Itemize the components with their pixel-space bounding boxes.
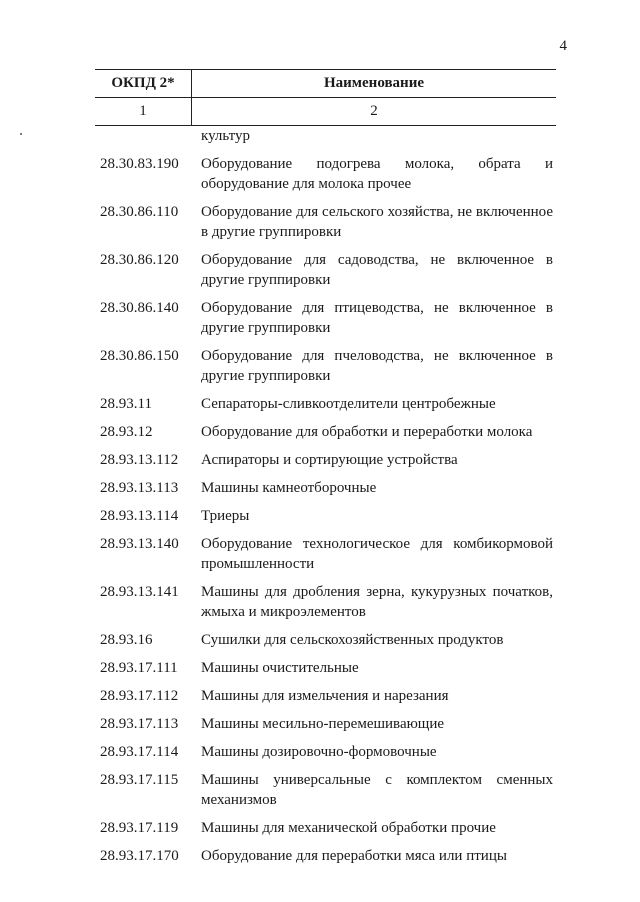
table-row [100,202,553,242]
row-name: Машины очистительные [201,660,359,676]
row-name: культур [201,128,251,144]
row-name: Оборудование для переработки мяса или птицы [201,848,507,864]
row-name: Машины месильно-перемешивающие [201,716,445,732]
row-code: 28.93.12 [100,424,153,440]
scan-dot [20,133,22,135]
row-code: 28.30.83.190 [100,156,179,172]
table-row [100,298,553,338]
table-row [100,714,553,734]
row-code: 28.93.17.115 [100,772,179,788]
table-row [100,742,553,762]
column-header-name: Наименование [192,70,557,98]
row-code: 28.93.13.141 [100,584,179,600]
row-code: 28.93.17.170 [100,848,179,864]
column-number-1: 1 [95,98,192,126]
row-code: 28.30.86.110 [100,204,179,220]
row-name: Машины дозировочно-формовочные [201,744,437,760]
continuation-row [100,126,553,146]
table-row [100,534,553,574]
row-name: Машины для измельчения и нарезания [201,688,449,704]
column-number-2: 2 [192,98,557,126]
table-row [100,394,553,414]
row-name: Сепараторы-сливкоотделители центробежные [201,396,496,412]
table-row [100,846,553,866]
table-row [100,346,553,386]
row-code: 28.30.86.140 [100,300,179,316]
table-row [100,658,553,678]
row-code: 28.93.16 [100,632,153,648]
row-code: 28.93.13.112 [100,452,179,468]
row-name: Машины универсальные с комплектом сменных механизмов [201,772,553,808]
row-code: 28.93.13.113 [100,480,179,496]
row-name: Оборудование для птицеводства, не включенное в другие группировки [201,300,553,336]
row-name: Сушилки для сельскохозяйственных продуктов [201,632,504,648]
table-row [100,686,553,706]
row-code: 28.93.17.112 [100,688,179,704]
row-name: Аспираторы и сортирующие устройства [201,452,458,468]
table-header [95,69,556,126]
table-row [100,422,553,442]
row-name: Оборудование для пчеловодства, не включенное в другие группировки [201,348,553,384]
page-number: 4 [559,38,567,54]
table-row [100,450,553,470]
row-name: Машины для механической обработки прочие [201,820,496,836]
row-code [100,126,201,146]
row-name: Оборудование для обработки и переработки молока [201,424,533,440]
table-row [100,818,553,838]
row-name: Машины для дробления зерна, кукурузных початков, жмыха и микроэлементов [201,584,553,620]
table-row [100,154,553,194]
table-body [100,126,553,874]
row-code: 28.30.86.120 [100,252,179,268]
row-name: Оборудование для садоводства, не включенное в другие группировки [201,252,553,288]
row-code: 28.93.17.114 [100,744,179,760]
row-code: 28.30.86.150 [100,348,179,364]
table-row [100,478,553,498]
table-row [100,250,553,290]
table-row [100,582,553,622]
table-row [100,630,553,650]
table-row [100,506,553,526]
row-code: 28.93.13.114 [100,508,179,524]
row-name: Машины камнеотборочные [201,480,377,496]
row-name: Оборудование подогрева молока, обрата и оборудование для молока прочее [201,156,553,192]
row-name: Триеры [201,508,250,524]
row-name: Оборудование для сельского хозяйства, не включенное в другие группировки [201,204,553,240]
table-row [100,770,553,810]
row-code: 28.93.11 [100,396,152,412]
column-header-code: ОКПД 2* [95,70,192,98]
row-name: Оборудование технологическое для комбикормовой промышленности [201,536,553,572]
row-code: 28.93.17.113 [100,716,179,732]
row-code: 28.93.17.119 [100,820,179,836]
row-code: 28.93.13.140 [100,536,179,552]
row-code: 28.93.17.111 [100,660,178,676]
